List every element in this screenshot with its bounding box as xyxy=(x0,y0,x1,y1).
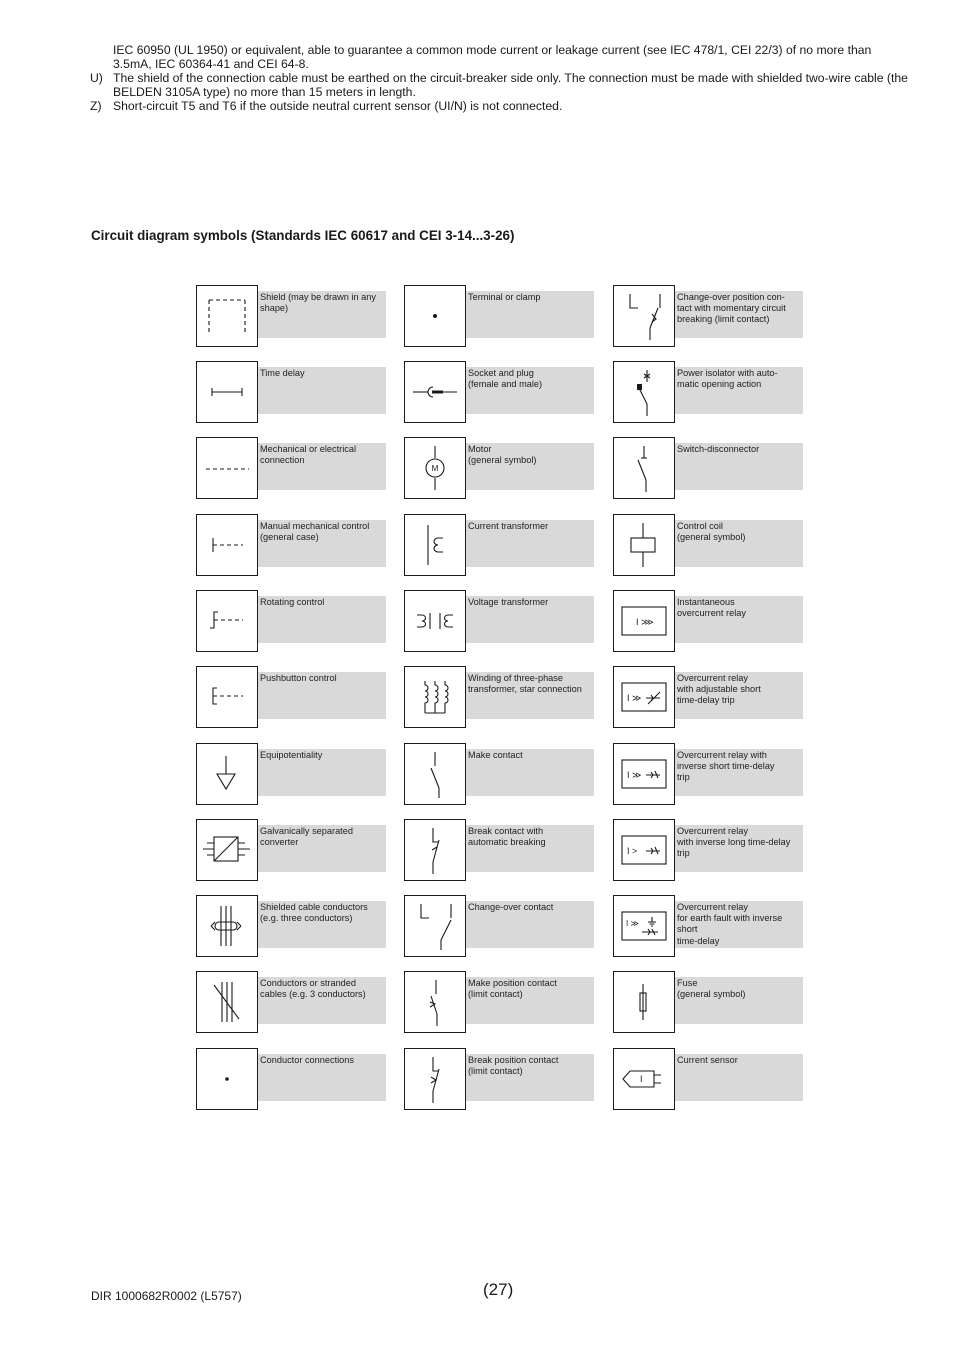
symbol-label: Rotating control xyxy=(260,597,325,607)
symbol-cell-converter xyxy=(196,819,386,881)
symbol-label: Fuse (general symbol) xyxy=(677,978,746,1000)
make-position-contact-icon xyxy=(404,971,466,1033)
equipotentiality-icon xyxy=(196,743,258,805)
symbol-label: Make position contact (limit contact) xyxy=(468,978,557,1000)
inverse-short-relay-icon xyxy=(613,743,675,805)
notes-section xyxy=(90,43,910,113)
document-code: DIR 1000682R0002 (L5757) xyxy=(91,1289,242,1303)
symbol-label: Shielded cable conductors (e.g. three conductors) xyxy=(260,902,368,924)
symbol-cell-power-isolator xyxy=(613,361,803,423)
symbol-cell-earth-fault-relay xyxy=(613,895,803,957)
break-contact-auto-icon xyxy=(404,819,466,881)
symbol-cell-conductor-connections xyxy=(196,1048,386,1110)
control-coil-icon xyxy=(613,514,675,576)
symbol-cell-pushbutton-control xyxy=(196,666,386,728)
symbol-label: Socket and plug (female and male) xyxy=(468,368,543,390)
symbol-cell-current-transformer xyxy=(404,514,594,576)
note-u xyxy=(90,71,910,99)
symbol-cell-current-sensor xyxy=(613,1048,803,1110)
symbol-label: Overcurrent relay for earth fault with inverse short time-delay xyxy=(677,902,783,946)
inverse-long-relay-icon xyxy=(613,819,675,881)
symbol-label: Change-over position con- tact with momentary circuit breaking (limit contact) xyxy=(677,292,786,325)
adjustable-relay-icon xyxy=(613,666,675,728)
power-isolator-icon xyxy=(613,361,675,423)
symbol-label: Make contact xyxy=(468,750,523,760)
sensor-glyph: I xyxy=(640,1074,643,1084)
fuse-icon xyxy=(613,971,675,1033)
current-sensor-icon xyxy=(613,1048,675,1110)
note-intro-text: IEC 60950 (UL 1950) or equivalent, able to guarantee a common mode current or leakage current (see IEC 478/1, CEI 22/3) of no more than 3.5mA, IEC 60364-41 and CEI 64-8. xyxy=(113,43,872,71)
note-u-label: U) xyxy=(90,71,103,85)
symbol-cell-break-contact-auto xyxy=(404,819,594,881)
symbol-cell-socket-plug xyxy=(404,361,594,423)
symbol-cell-manual-control xyxy=(196,514,386,576)
section-heading: Circuit diagram symbols (Standards IEC 60617 and CEI 3-14...3-26) xyxy=(91,228,515,243)
conductor-connection-icon xyxy=(196,1048,258,1110)
relay-glyph: I ⋙ xyxy=(636,617,654,627)
symbol-cell-time-delay xyxy=(196,361,386,423)
symbol-cell-terminal xyxy=(404,285,594,347)
symbol-label: Current transformer xyxy=(468,521,549,531)
note-u-text: The shield of the connection cable must be earthed on the circuit-breaker side only. The connection must be made with shielded two-wire cable (the BELDEN 3105A type) no more than 15 meters in length. xyxy=(113,71,908,99)
rotating-control-icon xyxy=(196,590,258,652)
symbol-label: Voltage transformer xyxy=(468,597,549,607)
relay-glyph: I ≫ xyxy=(626,919,639,928)
symbol-label: Equipotentiality xyxy=(260,750,323,760)
symbol-cell-shield xyxy=(196,285,386,347)
note-intro xyxy=(90,43,910,71)
symbol-cell-break-position xyxy=(404,1048,594,1110)
symbol-cell-shielded-cable xyxy=(196,895,386,957)
make-contact-icon xyxy=(404,743,466,805)
symbol-label: Conductor connections xyxy=(260,1055,354,1065)
current-transformer-icon xyxy=(404,514,466,576)
instantaneous-relay-icon xyxy=(613,590,675,652)
symbol-label: Break position contact (limit contact) xyxy=(468,1055,559,1077)
symbol-cell-mechanical-connection xyxy=(196,437,386,499)
voltage-transformer-icon xyxy=(404,590,466,652)
relay-glyph: I ≫ xyxy=(627,693,642,703)
symbol-cell-fuse xyxy=(613,971,803,1033)
shielded-cable-icon xyxy=(196,895,258,957)
motor-glyph: M xyxy=(431,464,439,473)
symbol-cell-equipotentiality xyxy=(196,743,386,805)
symbol-label: Time delay xyxy=(260,368,305,378)
symbol-label: Motor (general symbol) xyxy=(468,444,537,466)
three-phase-winding-icon xyxy=(404,666,466,728)
symbol-cell-three-phase-winding xyxy=(404,666,594,728)
page-number: (27) xyxy=(483,1280,514,1299)
symbol-cell-instantaneous-relay xyxy=(613,590,803,652)
change-over-momentary-icon xyxy=(613,285,675,347)
symbol-label: Control coil (general symbol) xyxy=(677,521,746,543)
symbol-label: Current sensor xyxy=(677,1055,738,1065)
symbol-label: Shield (may be drawn in any shape) xyxy=(260,292,376,314)
symbol-cell-inverse-long-relay xyxy=(613,819,803,881)
symbol-cell-rotating-control xyxy=(196,590,386,652)
symbol-cell-voltage-transformer xyxy=(404,590,594,652)
symbol-label: Galvanically separated converter xyxy=(260,826,353,848)
break-position-contact-icon xyxy=(404,1048,466,1110)
switch-disconnector-icon xyxy=(613,437,675,499)
earth-fault-relay-icon xyxy=(613,895,675,957)
symbol-cell-motor xyxy=(404,437,594,499)
note-z-text: Short-circuit T5 and T6 if the outside neutral current sensor (UI/N) is not connected. xyxy=(113,99,563,113)
symbol-label: Overcurrent relay with adjustable short time-delay trip xyxy=(677,673,761,706)
note-z xyxy=(90,99,910,113)
mechanical-connection-icon xyxy=(196,437,258,499)
symbol-label: Break contact with automatic breaking xyxy=(468,826,546,848)
symbol-label: Overcurrent relay with inverse short time-delay trip xyxy=(677,750,775,783)
pushbutton-control-icon xyxy=(196,666,258,728)
symbol-cell-change-over xyxy=(404,895,594,957)
relay-glyph: I > xyxy=(627,846,638,856)
symbol-label: Winding of three-phase transformer, star connection xyxy=(468,673,582,695)
motor-icon xyxy=(404,437,466,499)
relay-glyph: I ≫ xyxy=(627,770,642,780)
symbol-label: Power isolator with auto- matic opening action xyxy=(677,368,778,390)
symbol-cell-make-contact xyxy=(404,743,594,805)
symbol-cell-change-over-momentary xyxy=(613,285,803,347)
symbol-label: Switch-disconnector xyxy=(677,444,760,454)
symbol-cell-inverse-short-relay xyxy=(613,743,803,805)
symbol-cell-control-coil xyxy=(613,514,803,576)
symbol-label: Conductors or stranded cables (e.g. 3 conductors) xyxy=(260,978,366,1000)
terminal-icon xyxy=(404,285,466,347)
symbol-label: Mechanical or electrical connection xyxy=(260,444,356,466)
socket-plug-icon xyxy=(404,361,466,423)
symbol-cell-make-position xyxy=(404,971,594,1033)
change-over-contact-icon xyxy=(404,895,466,957)
symbol-label: Pushbutton control xyxy=(260,673,337,683)
symbol-label: Overcurrent relay with inverse long time-delay trip xyxy=(677,826,791,859)
manual-control-icon xyxy=(196,514,258,576)
stranded-conductors-icon xyxy=(196,971,258,1033)
note-z-label: Z) xyxy=(90,99,102,113)
symbol-cell-switch-disconnector xyxy=(613,437,803,499)
time-delay-icon xyxy=(196,361,258,423)
symbol-label: Terminal or clamp xyxy=(468,292,541,302)
symbol-cell-stranded-conductors xyxy=(196,971,386,1033)
symbol-label: Manual mechanical control (general case) xyxy=(260,521,370,543)
symbol-label: Change-over contact xyxy=(468,902,554,912)
converter-icon xyxy=(196,819,258,881)
shield-icon xyxy=(196,285,258,347)
symbol-cell-adjustable-short-relay xyxy=(613,666,803,728)
symbol-label: Instantaneous overcurrent relay xyxy=(677,597,746,619)
